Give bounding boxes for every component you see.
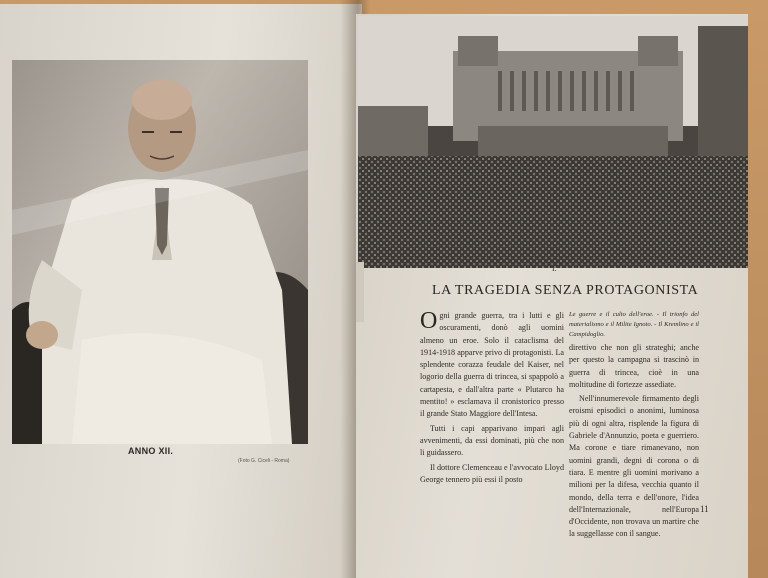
text-column-left (420, 310, 564, 488)
page-number: 11 (700, 504, 709, 514)
photo-caption: ANNO XII. (128, 446, 174, 456)
first-line: gni grande (439, 311, 477, 320)
photo-credit: (Foto G. Ciceli - Roma) (238, 458, 290, 464)
paragraph-1-rest: guerra, tra i lutti e gli oscuramenti, donò agli uomini almeno un eroe. Solo il cataclisma del 1914-1918 apparve privo di protagonisti. La splendente corazza feudale del Kaiser, nel logorio della guerra di trincea, si spappolò a cartapesta, e dall'altra parte « Plutarco ha mentito! » esclamava il cronistorico presso il grande Stato Maggiore dell'Intesa. (420, 311, 564, 419)
opening-paragraph (420, 310, 564, 421)
text-column-right (569, 310, 699, 543)
portrait-figure (12, 60, 308, 444)
paragraph-4: direttivo che non gli strateghi; anche per questo la campagna si trascinò in guerra di trincea, cioè in una moltitudine di fortezze assediate. (569, 343, 699, 389)
paragraph-5: Nell'innumerevole firmamento degli eroismi episodici o anonimi, luminosa più di ogni altra, risplende la figura di Gabriele d'Annunzio, poeta e guerriero. Ma corone e tiare rimanevano, non uomini grandi, degni di corona o di tiara. E mentre gli uomini morivano a milioni per la difesa, vecchia quanto il mondo, della terra e dell'onore, l'idea dell'Internazionale, nell'Europa d'Occidente, non trovava un martire che la suggellasse con il sangue. (569, 394, 699, 539)
portrait-photo (12, 60, 308, 444)
monument-scene (358, 16, 748, 268)
torn-page-edge (356, 262, 364, 322)
section-number: I. (552, 264, 557, 273)
drop-capital: O (420, 308, 438, 334)
crowd-monument-photo (358, 16, 748, 268)
paragraph-3: Il dottore Clemenceau e l'avvocato Lloyd George tennero più essi il posto (420, 462, 564, 484)
chapter-headline: LA TRAGEDIA SENZA PROTAGONISTA (432, 283, 699, 298)
paragraph-2: Tutti i capi apparivano impari agli avvenimenti, da essi dominati, più che non li guidassero. (420, 423, 564, 458)
epigraph-block: Le guerre e il culto dell'eroe. - Il trionfo del materialismo e il Milite Ignoto. - Il Kremlino e il Campidoglio. (569, 311, 699, 338)
